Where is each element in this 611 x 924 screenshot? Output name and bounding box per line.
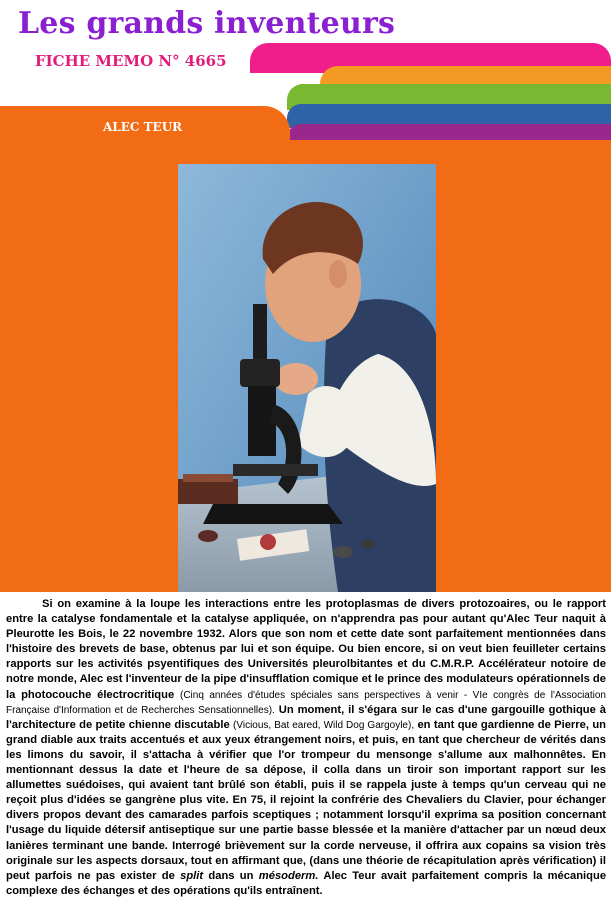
biography-emphasis-1: split [180, 869, 204, 882]
biography-emphasis-2: mésoderm. [258, 869, 319, 882]
page-title: Les grands inventeurs [18, 6, 396, 41]
biography-part-4: dans un [208, 869, 254, 882]
biography-text [6, 597, 606, 899]
biography-note-2: (Vicious, Bat eared, Wild Dog Gargoyle), [233, 719, 415, 731]
biography-part-5: Alec Teur avait parfaitement compris la mécanique complexe des échanges et des opérations qu'ils entraînent. [6, 869, 607, 897]
photo-illustration [178, 164, 436, 592]
scientist-with-microscope-photo [178, 164, 436, 592]
biography-part-3: en tant que gardienne de Pierre, un grand diable aux traits accentués et aux yeux étrangement noirs, et puis, en tant que chercheur de vérités dans les limons du savoir, il s'attacha à vérifier que l'or trompeur du mensonge s'allume aux malhonnêtes. En mentionnant dessus la date et l'heure de sa dépose, il colla dans un tiroir son important rapport sur les allumettes suédoises, qui avaient tant brûlé son établi, puis il se rappela juste à temps qu'un cerveau qui ne reçoit plus d'idées se gangrène plus vite. En 75, il rejoint la confrérie des Chevaliers du Clavier, pour échanger divers propos devant des camarades parfois sceptiques ; notamment lorsqu'il exprima sa position concernant l'usage du liquide détersif antiseptique sur une partie basse blessée et la manière d'attacher par un nœud deux lanières terminant une bande. Interrogé brièvement sur la corde nerveuse, il offrira aux copains sa vision très originale sur les aspects dorsaux, tout en affirmant que, (dans une théorie de récapitulation après vérification) il peut parfois ne pas exister de [6, 718, 606, 882]
biography-part-2: Un moment, il s'égara sur le cas d'une gargouille gothique à l'architecture de petite chienne discutable [6, 703, 606, 731]
biography-note-1: (Cinq années d'études spéciales sans perspectives à venir - VIe congrès de l'Association Française d'Information et de Recherches Sensationnelles). [6, 689, 606, 716]
memo-number: FICHE MEMO N° 4665 [35, 52, 227, 70]
biography-part-1: Si on examine à la loupe les interactions entre les protoplasmas de divers protozoaires, ou le rapport entre la catalyse fondamentale et la catalyse appliquée, on n'apprendra pas pour autant qu'Alec Teur naquit à Pleurotte les Bois, le 22 novembre 1932. Alors que son nom et cette date sont parfaitement mentionnées dans l'histoire des brevets de base, obtenus par lui et son équipe. Ou bien encore, si on veut bien feuilleter certains rapports sur les activités psyentifiques des Universités pleurolbitantes et du C.M.R.P. Accélérateur notoire de notre monde, Alec est l'inventeur de la pipe d'insufflation comique et le prince des modulateurs opérationnels de la photocouche électrocritique [6, 598, 606, 701]
inventor-name: ALEC TEUR [103, 120, 183, 134]
